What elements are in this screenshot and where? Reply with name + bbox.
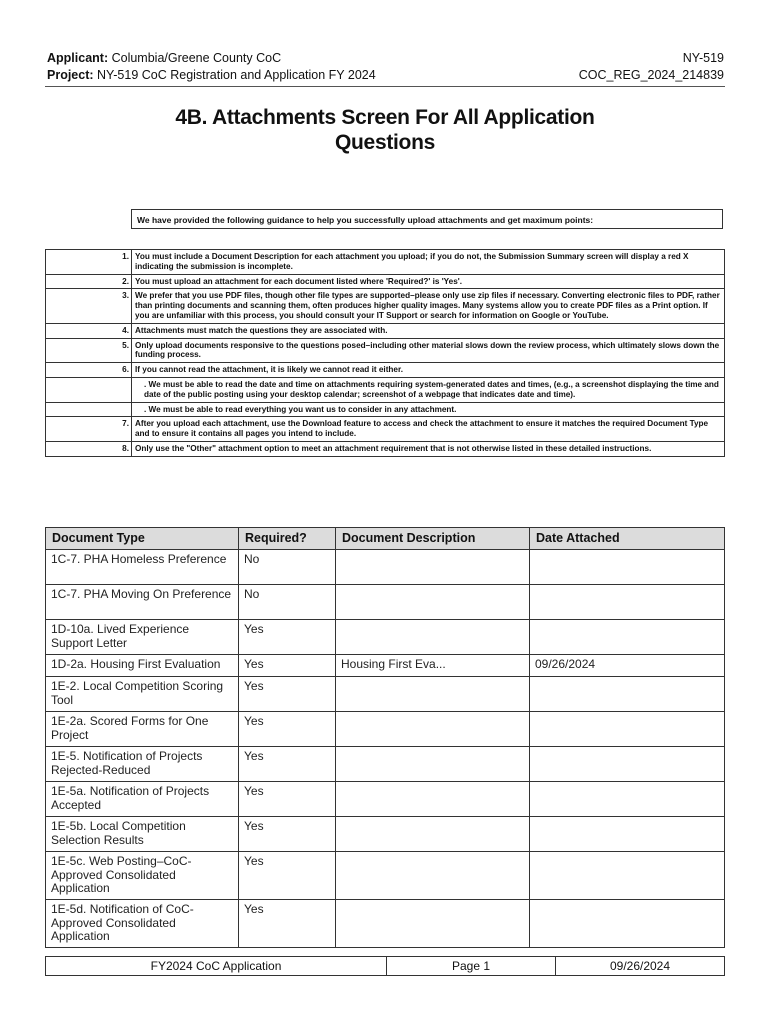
attachment-row: [46, 852, 725, 900]
required-cell: Yes: [239, 852, 336, 900]
document-type-cell: 1E-5c. Web Posting–CoC-Approved Consolidated Application: [46, 852, 239, 900]
title-line-1: 4B. Attachments Screen For All Application: [175, 106, 595, 129]
attachment-row: [46, 817, 725, 852]
required-cell: Yes: [239, 712, 336, 747]
date-attached-cell: [530, 585, 725, 620]
document-description-cell: [336, 620, 530, 655]
guidance-step-row: [46, 338, 725, 363]
document-description-cell: [336, 852, 530, 900]
document-description-cell: [336, 900, 530, 948]
title-line-2: Questions: [335, 131, 435, 154]
attachment-row: [46, 620, 725, 655]
guidance-step-text: After you upload each attachment, use the Download feature to access and check the attachment to ensure it matches the required Document Type and to ensure it contains all pages you intend to include.: [132, 417, 725, 442]
document-type-cell: 1E-5. Notification of Projects Rejected-Reduced: [46, 747, 239, 782]
guidance-step-row: [46, 289, 725, 323]
project-line: [47, 67, 376, 84]
guidance-step-number: [46, 402, 132, 417]
attachment-row: [46, 585, 725, 620]
page-header-right: [579, 50, 724, 84]
column-header-document-type: Document Type: [46, 528, 239, 550]
required-cell: Yes: [239, 655, 336, 677]
attachment-row: [46, 900, 725, 948]
required-cell: Yes: [239, 900, 336, 948]
guidance-step-text: Only use the "Other" attachment option to meet an attachment requirement that is not otherwise listed in these detailed instructions.: [132, 441, 725, 456]
guidance-step-row: [46, 402, 725, 417]
date-attached-cell: [530, 550, 725, 585]
required-cell: Yes: [239, 747, 336, 782]
page-title: [0, 105, 770, 155]
applicant-label: Applicant:: [47, 51, 109, 65]
required-cell: No: [239, 550, 336, 585]
guidance-step-number: 7.: [46, 417, 132, 442]
attachments-table: [45, 527, 725, 948]
applicant-line: [47, 50, 376, 67]
date-attached-cell: [530, 747, 725, 782]
document-type-cell: 1E-5a. Notification of Projects Accepted: [46, 782, 239, 817]
guidance-step-text: If you cannot read the attachment, it is likely we cannot read it either.: [132, 363, 725, 378]
date-attached-cell: [530, 817, 725, 852]
guidance-steps-table: [45, 249, 725, 457]
coc-code: NY-519: [682, 51, 724, 65]
footer-page-number: Page 1: [387, 957, 556, 976]
project-label: Project:: [47, 68, 94, 82]
document-type-cell: 1E-2. Local Competition Scoring Tool: [46, 677, 239, 712]
document-type-cell: 1D-10a. Lived Experience Support Letter: [46, 620, 239, 655]
guidance-step-number: 3.: [46, 289, 132, 323]
footer-app-name: FY2024 CoC Application: [46, 957, 387, 976]
attachment-row: [46, 712, 725, 747]
guidance-step-text: . We must be able to read the date and time on attachments requiring system-generated dates and times, (e.g., a screenshot displaying the time and date of the public posting using your desktop calendar; screenshot of a webpage that indicates date and time).: [132, 377, 725, 402]
date-attached-cell: [530, 782, 725, 817]
document-type-cell: 1E-2a. Scored Forms for One Project: [46, 712, 239, 747]
required-cell: Yes: [239, 677, 336, 712]
guidance-step-text: . We must be able to read everything you want us to consider in any attachment.: [132, 402, 725, 417]
required-cell: No: [239, 585, 336, 620]
document-description-cell: [336, 747, 530, 782]
page-header-left: [47, 50, 376, 84]
guidance-step-row: [46, 441, 725, 456]
guidance-step-text: You must upload an attachment for each document listed where 'Required?' is 'Yes'.: [132, 274, 725, 289]
guidance-step-number: 4.: [46, 323, 132, 338]
document-type-cell: 1E-5d. Notification of CoC-Approved Consolidated Application: [46, 900, 239, 948]
guidance-step-text: We prefer that you use PDF files, though other file types are supported–please only use zip files if necessary. Converting electronic files to PDF, rather than printing documents and scanning them, often produces higher quality images. Many systems allow you to create PDF files as a Print option. If you are unfamiliar with this process, you should consult your IT Support or search for information on Google or YouTube.: [132, 289, 725, 323]
column-header-document-description: Document Description: [336, 528, 530, 550]
attachment-row: [46, 655, 725, 677]
date-attached-cell: 09/26/2024: [530, 655, 725, 677]
guidance-step-row: [46, 363, 725, 378]
guidance-step-number: 1.: [46, 250, 132, 275]
guidance-step-number: 6.: [46, 363, 132, 378]
project-value: NY-519 CoC Registration and Application FY 2024: [97, 68, 376, 82]
required-cell: Yes: [239, 782, 336, 817]
attachment-row: [46, 677, 725, 712]
attachment-row: [46, 550, 725, 585]
header-divider: [45, 86, 725, 87]
guidance-step-number: 8.: [46, 441, 132, 456]
required-cell: Yes: [239, 620, 336, 655]
required-cell: Yes: [239, 817, 336, 852]
guidance-step-number: 5.: [46, 338, 132, 363]
guidance-step-text: Attachments must match the questions they are associated with.: [132, 323, 725, 338]
document-description-cell: [336, 782, 530, 817]
guidance-box: We have provided the following guidance to help you successfully upload attachments and get maximum points:: [131, 209, 723, 229]
guidance-step-number: [46, 377, 132, 402]
document-description-cell: [336, 585, 530, 620]
guidance-step-number: 2.: [46, 274, 132, 289]
guidance-step-text: You must include a Document Description for each attachment you upload; if you do not, the Submission Summary screen will display a red X indicating the submission is incomplete.: [132, 250, 725, 275]
date-attached-cell: [530, 900, 725, 948]
guidance-step-text: Only upload documents responsive to the questions posed–including other material slows down the review process, which ultimately slows down the funding process.: [132, 338, 725, 363]
date-attached-cell: [530, 677, 725, 712]
guidance-step-row: [46, 417, 725, 442]
document-type-cell: 1C-7. PHA Moving On Preference: [46, 585, 239, 620]
guidance-step-row: [46, 274, 725, 289]
date-attached-cell: [530, 712, 725, 747]
date-attached-cell: [530, 620, 725, 655]
registration-id: COC_REG_2024_214839: [578, 68, 724, 82]
attachments-header-row: [46, 528, 725, 550]
document-description-cell: Housing First Eva...: [336, 655, 530, 677]
attachment-row: [46, 747, 725, 782]
guidance-step-row: [46, 323, 725, 338]
date-attached-cell: [530, 852, 725, 900]
document-description-cell: [336, 817, 530, 852]
column-header-required: Required?: [239, 528, 336, 550]
document-type-cell: 1E-5b. Local Competition Selection Results: [46, 817, 239, 852]
document-type-cell: 1C-7. PHA Homeless Preference: [46, 550, 239, 585]
column-header-date-attached: Date Attached: [530, 528, 725, 550]
document-description-cell: [336, 712, 530, 747]
guidance-step-row: [46, 250, 725, 275]
page-footer: [45, 956, 725, 976]
document-description-cell: [336, 677, 530, 712]
footer-date: 09/26/2024: [556, 957, 725, 976]
attachment-row: [46, 782, 725, 817]
document-type-cell: 1D-2a. Housing First Evaluation: [46, 655, 239, 677]
applicant-value: Columbia/Greene County CoC: [111, 51, 282, 65]
guidance-step-row: [46, 377, 725, 402]
document-description-cell: [336, 550, 530, 585]
